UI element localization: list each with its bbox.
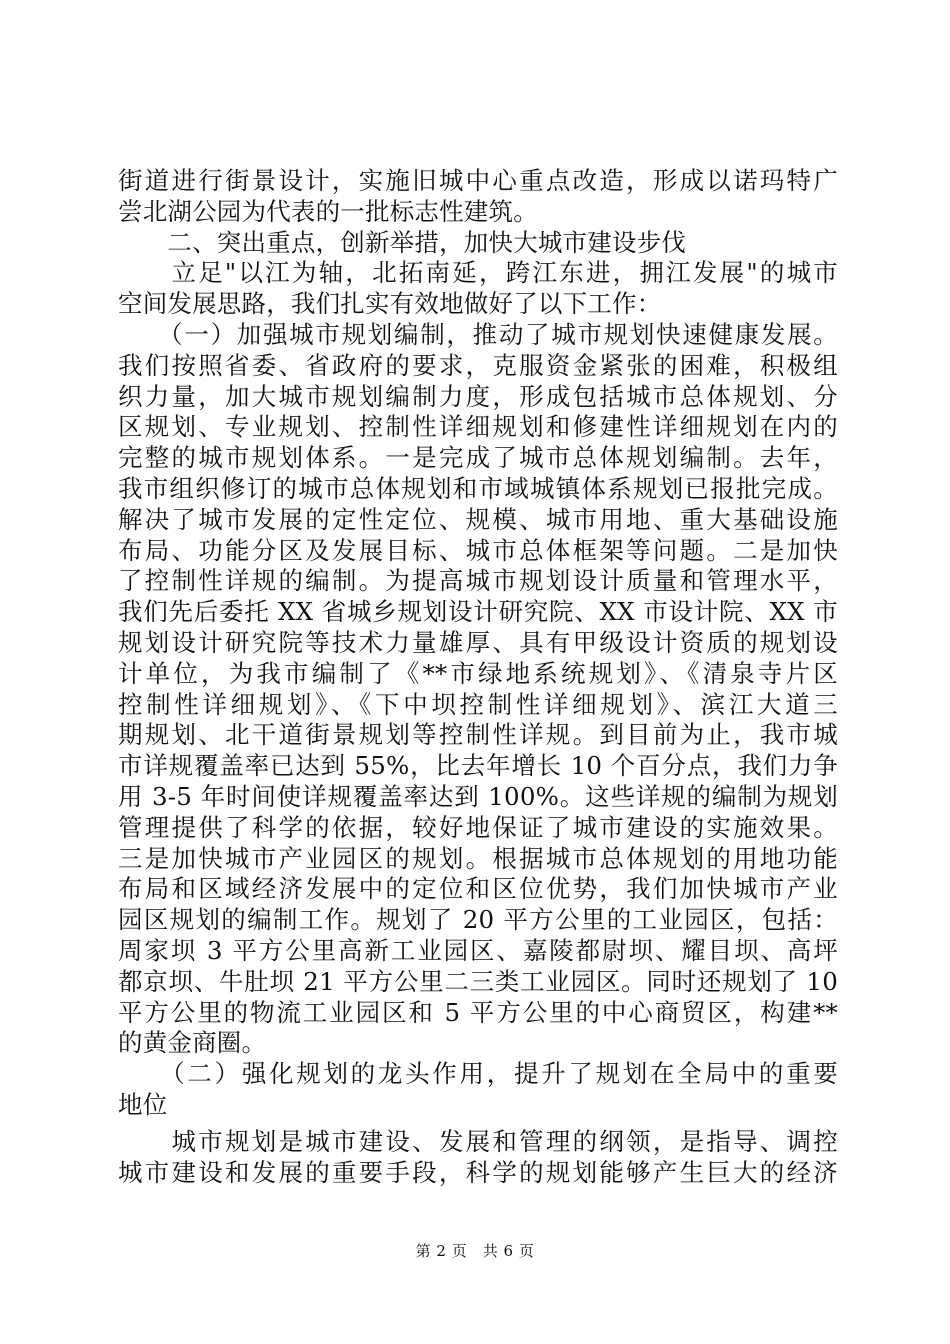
text-line: 了控制性详规的编制。为提高城市规划设计质量和管理水平， xyxy=(118,566,838,596)
text-line: 立足"以江为轴，北拓南延，跨江东进，拥江发展"的城市 xyxy=(118,258,838,288)
text-line: 的黄金商圈。 xyxy=(118,1028,267,1058)
subsection-heading: （一）加强城市规划编制，推动了城市规划快速健康发展。 xyxy=(118,319,838,349)
text-line: 管理提供了科学的依据，较好地保证了城市建设的实施效果。 xyxy=(118,812,838,842)
text-line: 城市规划是城市建设、发展和管理的纲领，是指导、调控 xyxy=(118,1126,838,1156)
text-line: 市详规覆盖率已达到 55%，比去年增长 10 个百分点，我们力争 xyxy=(118,751,838,781)
subsection-heading: （二）强化规划的龙头作用，提升了规划在全局中的重要 xyxy=(118,1059,838,1089)
document-body xyxy=(118,166,838,1188)
text-line: 布局和区域经济发展中的定位和区位优势，我们加快城市产业 xyxy=(118,874,838,904)
text-line: 地位 xyxy=(118,1089,168,1119)
text-line: 计单位，为我市编制了《**市绿地系统规划》、《清泉寺片区 xyxy=(118,658,838,688)
text-line: 城市建设和发展的重要手段，科学的规划能够产生巨大的经济 xyxy=(118,1157,838,1187)
text-line: 用 3-5 年时间使详规覆盖率达到 100%。这些详规的编制为规划 xyxy=(118,781,838,811)
text-line: 平方公里的物流工业园区和 5 平方公里的中心商贸区，构建** xyxy=(118,997,838,1027)
text-line: 控制性详细规划》、《下中坝控制性详细规划》、滨江大道三 xyxy=(118,689,838,719)
page-number-footer: 第 2 页 共 6 页 xyxy=(415,1242,535,1260)
section-heading: 二、突出重点，创新举措，加快大城市建设步伐 xyxy=(118,227,687,257)
text-line: 规划设计研究院等技术力量雄厚、具有甲级设计资质的规划设 xyxy=(118,627,838,657)
text-line: 我市组织修订的城市总体规划和市域城镇体系规划已报批完成。 xyxy=(118,473,838,503)
text-line: 期规划、北干道街景规划等控制性详规。到目前为止，我市城 xyxy=(118,720,838,750)
text-line: 完整的城市规划体系。一是完成了城市总体规划编制。去年， xyxy=(118,443,838,473)
text-line: 园区规划的编制工作。规划了 20 平方公里的工业园区，包括： xyxy=(118,905,838,935)
text-line: 空间发展思路，我们扎实有效地做好了以下工作： xyxy=(118,289,662,319)
text-line: 都京坝、牛肚坝 21 平方公里二三类工业园区。同时还规划了 10 xyxy=(118,966,838,996)
text-line: 周家坝 3 平方公里高新工业园区、嘉陵都尉坝、耀目坝、高坪 xyxy=(118,935,838,965)
text-line: 布局、功能分区及发展目标、城市总体框架等问题。二是加快 xyxy=(118,535,838,565)
text-line: 尝北湖公园为代表的一批标志性建筑。 xyxy=(118,196,538,226)
text-line: 我们先后委托 XX 省城乡规划设计研究院、XX 市设计院、XX 市 xyxy=(118,597,838,627)
text-line: 我们按照省委、省政府的要求，克服资金紧张的困难，积极组 xyxy=(118,350,838,380)
text-line: 街道进行街景设计，实施旧城中心重点改造，形成以诺玛特广 xyxy=(118,166,838,195)
text-line: 解决了城市发展的定性定位、规模、城市用地、重大基础设施 xyxy=(118,504,838,534)
text-line: 织力量，加大城市规划编制力度，形成包括城市总体规划、分 xyxy=(118,381,838,411)
text-line: 三是加快城市产业园区的规划。根据城市总体规划的用地功能 xyxy=(118,843,838,873)
text-line: 区规划、专业规划、控制性详细规划和修建性详细规划在内的 xyxy=(118,412,838,442)
